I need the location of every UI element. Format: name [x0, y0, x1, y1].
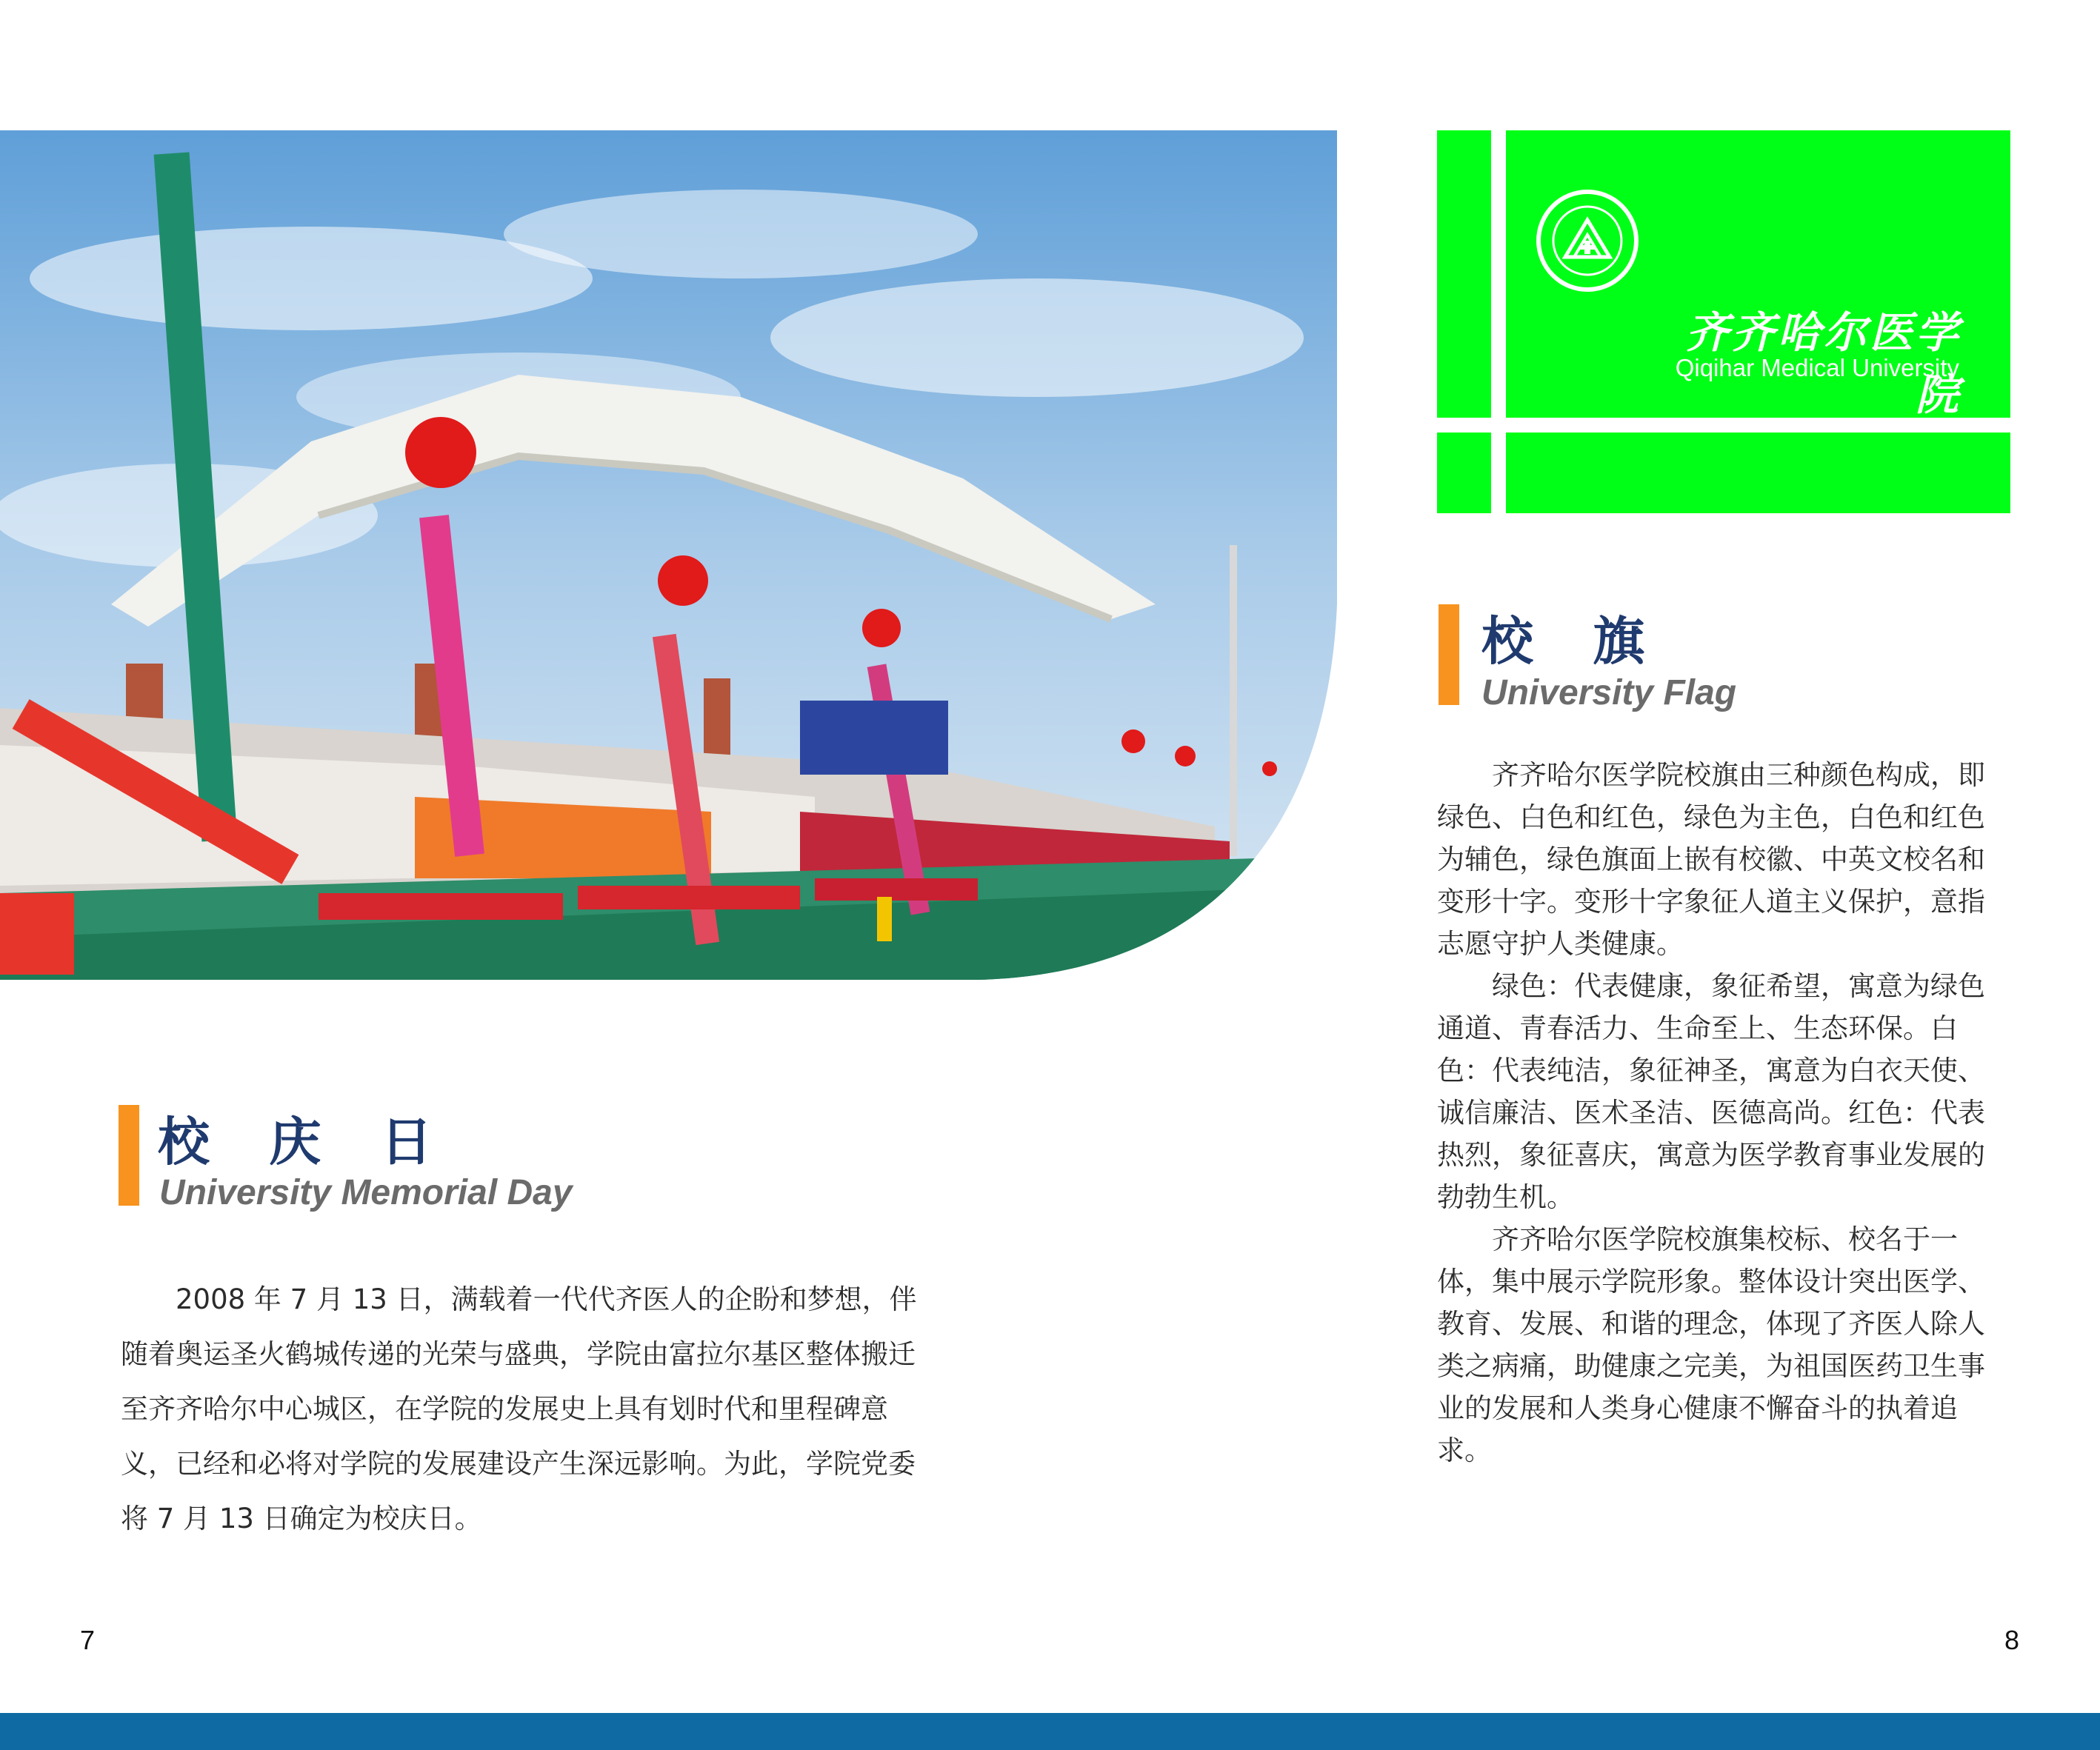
paragraph: 齐齐哈尔医学院校旗集校标、校名于一体，集中展示学院形象。整体设计突出医学、教育、发展、和谐的理念，体现了齐医人除人类之病痛，助健康之完美，为祖国医药卫生事业的发展和人类身心健康不懈奋斗的执着追求。 [1437, 1223, 1985, 1466]
footer-bar [0, 1713, 2100, 1750]
stadium-photo [0, 130, 1337, 980]
section-title-cn: 校 庆 日 [158, 1112, 453, 1172]
paragraph: 齐齐哈尔医学院校旗由三种颜色构成，即绿色、白色和红色，绿色为主色，白色和红色为辅色，绿色旗面上嵌有校徽、中英文校名和变形十字。变形十字象征人道主义保护，意指志愿守护人类健康。 [1437, 759, 1985, 960]
section-title-cn: 校 旗 [1481, 611, 1666, 672]
paragraph: 绿色：代表健康，象征希望，寓意为绿色通道、青春活力、生命至上、生态环保。白色：代表纯洁，象征神圣，寓意为白衣天使、诚信廉洁、医术圣洁、医德高尚。红色：代表热烈，象征喜庆，寓意为医学教育事业发展的勃勃生机。 [1437, 970, 1985, 1213]
flag-green-panel [1437, 130, 1491, 418]
page-number-left: 7 [80, 1625, 96, 1655]
flag-green-panel [1506, 433, 2010, 513]
memorial-description [121, 1272, 922, 1546]
paragraph: 2008 年 7 月 13 日，满载着一代代齐医人的企盼和梦想，伴随着奥运圣火鹤城传递的光荣与盛典，学院由富拉尔基区整体搬迁至齐齐哈尔中心城区，在学院的发展史上具有划时代和里程碑意义，已经和必将对学院的发展建设产生深远影响。为此，学院党委将 7 月 13 日确定为校庆日。 [121, 1283, 917, 1534]
accent-bar [119, 1105, 139, 1206]
flag-english-name: Qiqihar Medical University [1675, 354, 1959, 381]
accent-bar [1439, 604, 1459, 705]
flag-green-panel [1437, 433, 1491, 513]
university-emblem-icon [1536, 189, 1639, 293]
page-number-right: 8 [2004, 1625, 2020, 1655]
section-title-en: University Memorial Day [159, 1173, 573, 1212]
flag-description [1437, 754, 2010, 1472]
flag-chinese-name: 齐齐哈尔医学院 [1685, 307, 1961, 420]
section-title-en: University Flag [1481, 673, 1737, 712]
